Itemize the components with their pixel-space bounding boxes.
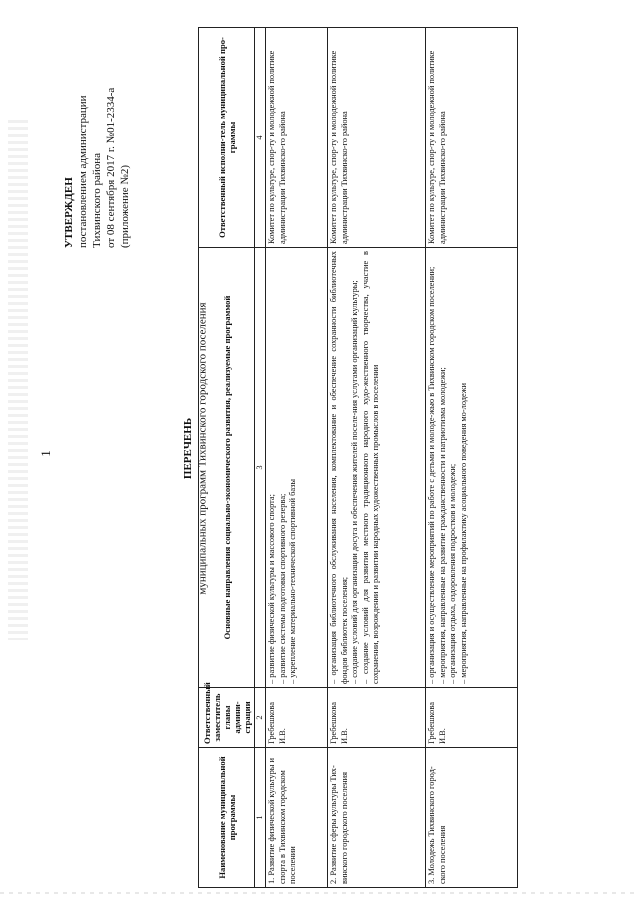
direction-item: – развитие физической культуры и массового спорта; [267,494,276,684]
direction-item: – мероприятия, направленные на профилактику асоциального поведения мо-лодежи [458,382,468,684]
table-row [266,28,328,888]
deputy-name: Гребешкова И.В. [426,688,518,748]
document-title: ПЕРЕЧЕНЬ [182,417,195,479]
approval-line-3: от 08 сентября 2017 г. №01-2334-а [105,87,117,248]
direction-item: – организация библиотечного обслуживания населения, комплектование и обеспечение сохранности библиотечных фондов библиотек поселения; [329,251,349,684]
approval-stamp [62,48,132,248]
table-row [328,28,426,888]
program-directions [266,248,328,688]
program-name: 3. Молодежь Тихвинского город-ского поселения [426,748,518,888]
scan-noise-bottom [0,892,639,894]
program-directions [426,248,518,688]
page-number: 1 [37,450,53,457]
approval-line-1: постановлением администрации [77,95,89,248]
column-number: 4 [255,28,266,248]
table-header-row [199,28,255,888]
header-directions: Основные направления социально-экономического развития, реализуемые программой [199,248,255,688]
direction-item: – организация отдыха, оздоровления подростков и молодежи; [448,463,457,684]
table-row [426,28,518,888]
scan-noise-left [8,120,28,640]
document-subtitle: муниципальных программ Тихвинского городского поселения [196,301,208,595]
direction-item: – мероприятия, направленные на развитие гражданственности и патриотизма молодежи; [437,367,447,684]
approval-title: УТВЕРЖДЕН [63,177,75,248]
header-program-name: Наименование муниципальной программы [199,748,255,888]
programs-table-wrapper [198,28,518,888]
table-column-numbers-row [255,28,266,888]
column-number: 1 [255,748,266,888]
program-directions [328,248,426,688]
direction-item: – развитие системы подготовки спортивного резерва; [277,493,287,684]
deputy-name: Гребешкова И.В. [266,688,328,748]
header-deputy: Ответственный заместитель главы админи-страции [199,688,255,748]
direction-item: – создание условий для организации досуга и обеспечения жителей поселе-ния услугами организаций культуры; [350,280,359,684]
program-name: 2. Развитие сферы культуры Тих-винского городского поселения [328,748,426,888]
header-executor: Ответственный исполни-тель муниципальной про-граммы [199,28,255,248]
responsible-executor: Комитет по культуре, спор-ту и молодежной политике администрации Тихвинско-го района [266,28,328,248]
direction-item: – создание условий для развития местного традиционного народного худо-жественного творчества, участие в сохранении, возрождении и развитии народных художественных промыслов в поселении [360,251,380,684]
programs-table [198,27,518,888]
column-number: 2 [255,688,266,748]
responsible-executor: Комитет по культуре, спор-ту и молодежной политике администрации Тихвинско-го района [328,28,426,248]
column-number: 3 [255,248,266,688]
direction-item: – организация и осуществление мероприятий по работе с детьми и молоде-жью в Тихвинском городском поселении; [427,266,436,684]
responsible-executor: Комитет по культуре, спор-ту и молодежной политике администрации Тихвинско-го района [426,28,518,248]
approval-line-2: Тихвинского района [91,153,103,248]
program-name: 1. Развитие физической культуры и спорта в Тихвинском городском поселении [266,748,328,888]
approval-line-4: (приложение №2) [119,164,131,248]
deputy-name: Гребешкова И.В. [328,688,426,748]
direction-item: – укрепление материально-технической спортивной базы [288,478,297,684]
